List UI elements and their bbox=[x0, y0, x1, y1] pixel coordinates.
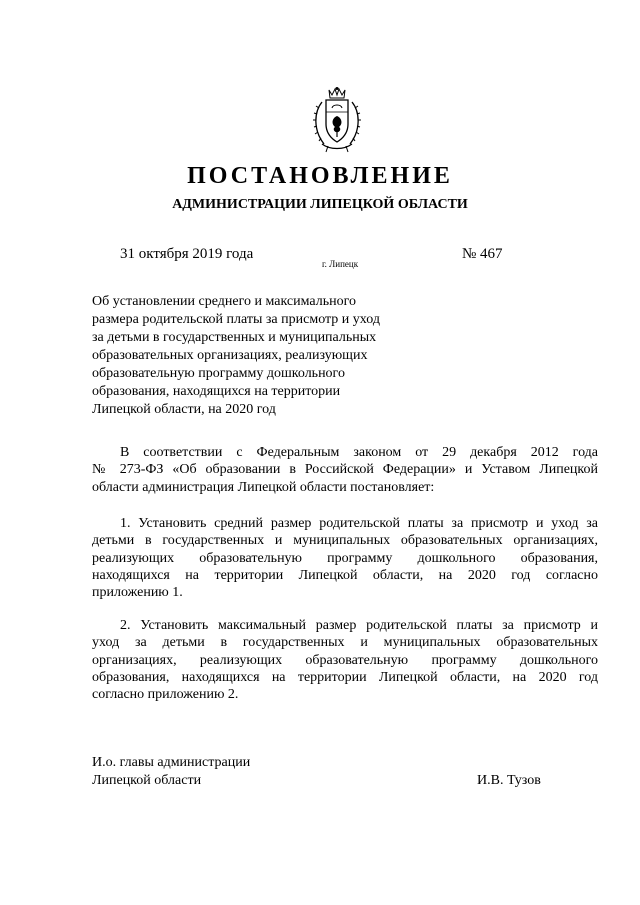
signatory-position-line: Липецкой области bbox=[92, 773, 202, 788]
heading-line: образования, находящихся на территории bbox=[92, 384, 341, 399]
document-number: № 467 bbox=[462, 246, 503, 262]
paragraph-line: приложению 1. bbox=[92, 585, 183, 601]
paragraph-line: уход за детьми в государственных и муниципальных образовательных bbox=[92, 635, 598, 651]
heading-line: за детьми в государственных и муниципальных bbox=[92, 330, 377, 345]
document-city: г. Липецк bbox=[322, 259, 359, 269]
paragraph-line: № 273-ФЗ «Об образовании в Российской Федерации» и Уставом Липецкой bbox=[92, 462, 598, 478]
heading-line: образовательных организациях, реализующих bbox=[92, 348, 368, 363]
heading-line: Об установлении среднего и максимального bbox=[92, 294, 356, 309]
paragraph-line: находящихся на территории Липецкой области, на 2020 год согласно bbox=[92, 567, 598, 583]
paragraph-line: реализующих образовательную программу дошкольного образования, bbox=[92, 550, 598, 566]
paragraph-line: организациях, реализующих образовательную программу дошкольного bbox=[92, 652, 598, 668]
signatory-name: И.В. Тузов bbox=[477, 773, 541, 788]
clause-2-paragraph bbox=[92, 617, 598, 703]
document-date: 31 октября 2019 года bbox=[120, 246, 254, 262]
preamble-paragraph bbox=[92, 444, 598, 496]
heading-line: образовательную программу дошкольного bbox=[92, 366, 345, 381]
document-heading bbox=[92, 293, 432, 419]
paragraph-line: 2. Установить максимальный размер родительской платы за присмотр и bbox=[120, 618, 598, 633]
document-subtitle: АДМИНИСТРАЦИИ ЛИПЕЦКОЙ ОБЛАСТИ bbox=[172, 197, 468, 212]
signatory-position bbox=[92, 754, 250, 790]
paragraph-line: В соответствии с Федеральным законом от 29 декабря 2012 года bbox=[120, 445, 598, 460]
coat-of-arms-icon bbox=[308, 86, 366, 154]
signatory-position-line: И.о. главы администрации bbox=[92, 755, 251, 770]
document-title: ПОСТАНОВЛЕНИЕ bbox=[187, 163, 453, 189]
paragraph-line: 1. Установить средний размер родительской платы за присмотр и уход за bbox=[120, 516, 598, 531]
paragraph-line: согласно приложению 2. bbox=[92, 687, 239, 703]
paragraph-line: детьми в государственных и муниципальных образовательных организациях, bbox=[92, 533, 598, 549]
paragraph-line: области администрация Липецкой области постановляет: bbox=[92, 479, 435, 495]
paragraph-line: образования, находящихся на территории Липецкой области, на 2020 год bbox=[92, 669, 598, 685]
heading-line: Липецкой области, на 2020 год bbox=[92, 402, 276, 417]
heading-line: размера родительской платы за присмотр и уход bbox=[92, 312, 380, 327]
clause-1-paragraph bbox=[92, 515, 598, 601]
